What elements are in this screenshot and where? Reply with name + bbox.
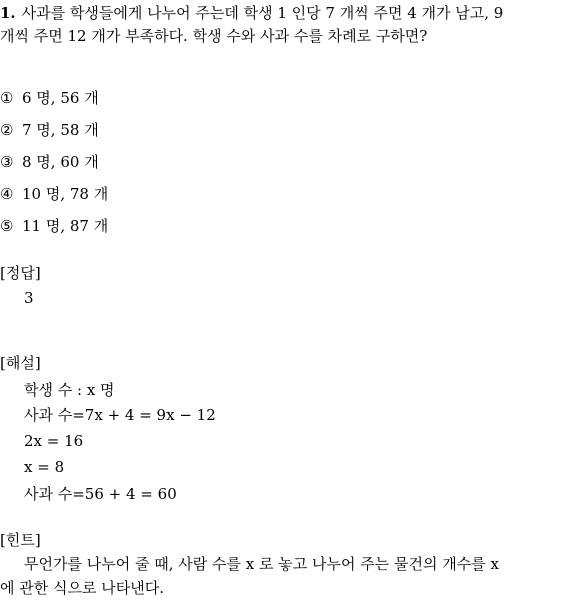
solution-line-3: 2x = 16 bbox=[24, 432, 84, 450]
choice-2-text: 7 명, 58 개 bbox=[22, 121, 99, 139]
choice-2-mark: ② bbox=[0, 121, 14, 139]
answer-value: 3 bbox=[24, 289, 34, 307]
choice-3-mark: ③ bbox=[0, 153, 14, 171]
question-line-1 bbox=[0, 3, 503, 23]
solution-line-1: 학생 수 : x 명 bbox=[24, 381, 115, 399]
question-number: 1. bbox=[0, 4, 16, 22]
choice-4[interactable] bbox=[0, 184, 108, 204]
choice-3[interactable] bbox=[0, 152, 99, 172]
question-text-1: 사과를 학생들에게 나누어 주는데 학생 1 인당 7 개씩 주면 4 개가 남고, 9 bbox=[21, 4, 504, 22]
hint-heading: [힌트] bbox=[0, 531, 41, 549]
solution-line-4: x = 8 bbox=[24, 458, 65, 476]
question-line-2: 개씩 주면 12 개가 부족하다. 학생 수와 사과 수를 차례로 구하면? bbox=[0, 27, 428, 45]
choice-1-text: 6 명, 56 개 bbox=[22, 89, 99, 107]
hint-line-1: 무언가를 나누어 줄 때, 사람 수를 x 로 놓고 나누어 주는 물건의 개수를 x bbox=[24, 555, 499, 573]
hint-line-2: 에 관한 식으로 나타낸다. bbox=[0, 579, 164, 597]
choice-3-text: 8 명, 60 개 bbox=[22, 153, 99, 171]
choice-2[interactable] bbox=[0, 120, 99, 140]
choice-4-mark: ④ bbox=[0, 185, 14, 203]
solution-line-2: 사과 수=7x + 4 = 9x − 12 bbox=[24, 406, 216, 424]
choice-1-mark: ① bbox=[0, 89, 14, 107]
solution-line-5: 사과 수=56 + 4 = 60 bbox=[24, 485, 177, 503]
solution-heading: [해설] bbox=[0, 354, 41, 372]
choice-5-mark: ⑤ bbox=[0, 217, 14, 235]
choice-1[interactable] bbox=[0, 88, 99, 108]
answer-heading: [정답] bbox=[0, 264, 41, 282]
choice-4-text: 10 명, 78 개 bbox=[22, 185, 109, 203]
choice-5[interactable] bbox=[0, 216, 108, 236]
choice-5-text: 11 명, 87 개 bbox=[22, 217, 109, 235]
